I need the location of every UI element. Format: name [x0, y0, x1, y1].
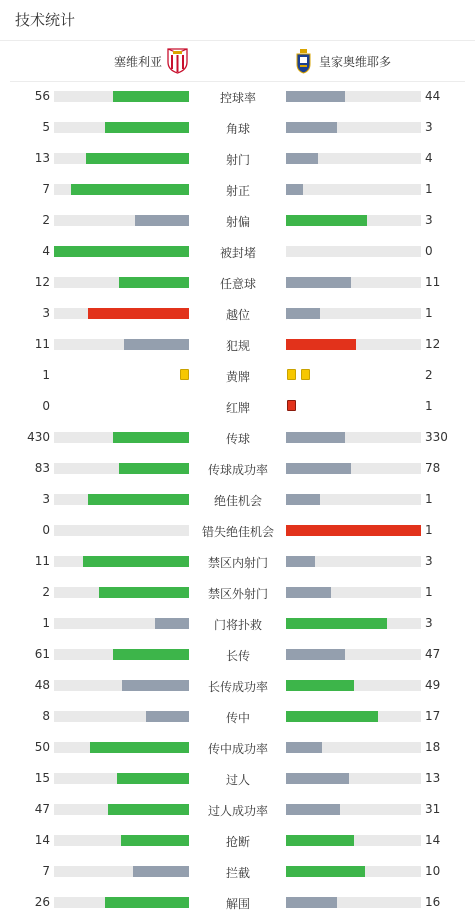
home-stat-value: 430	[27, 430, 50, 444]
home-stat-bar	[105, 897, 189, 908]
home-stat-bar	[88, 494, 189, 505]
home-stat-bar-track	[54, 494, 189, 505]
home-stat-value: 0	[42, 399, 50, 413]
stat-label: 角球	[225, 122, 250, 136]
stats-list	[0, 81, 475, 918]
home-stat-value: 56	[34, 89, 50, 103]
home-stat-value: 2	[42, 213, 50, 227]
home-stat-value: 14	[34, 833, 50, 847]
away-stat-bar-track	[286, 184, 421, 195]
page-title: 技术统计	[15, 11, 76, 29]
stat-row	[0, 267, 475, 298]
stat-label: 任意球	[219, 277, 256, 291]
stat-label: 解围	[225, 897, 250, 911]
away-stat-bar	[286, 525, 421, 536]
away-stat-bar-track	[286, 618, 421, 629]
home-stat-bar-track	[54, 153, 189, 164]
away-stat-bar	[286, 184, 303, 195]
home-stat-bar-track	[54, 587, 189, 598]
stat-label: 传球	[225, 432, 250, 446]
away-stat-bar-track	[286, 804, 421, 815]
home-stat-value: 2	[42, 585, 50, 599]
away-stat-bar	[286, 866, 365, 877]
stat-row	[0, 236, 475, 267]
home-stat-value: 13	[34, 151, 50, 165]
stat-row	[0, 639, 475, 670]
home-stat-value: 12	[34, 275, 50, 289]
away-stat-bar-track	[286, 339, 421, 350]
away-stat-bar-track	[286, 649, 421, 660]
home-stat-value: 50	[34, 740, 50, 754]
away-stat-bar-track	[286, 742, 421, 753]
away-stat-value: 49	[425, 678, 441, 692]
home-stat-bar	[99, 587, 189, 598]
away-stat-value: 17	[425, 709, 441, 723]
home-stat-bar-track	[54, 246, 189, 257]
home-stat-value: 11	[34, 337, 50, 351]
yellow-card-icon	[180, 369, 189, 380]
home-stat-bar	[121, 835, 189, 846]
home-stat-bar-track	[54, 897, 189, 908]
away-stat-value: 2	[425, 368, 433, 382]
away-team-name[interactable]: 皇家奥维耶多	[319, 55, 392, 69]
away-stat-value: 18	[425, 740, 441, 754]
away-stat-bar-track	[286, 711, 421, 722]
home-stat-bar-track	[54, 556, 189, 567]
stat-label: 长传	[225, 649, 250, 663]
home-stat-bar-track	[54, 215, 189, 226]
away-stat-bar	[286, 897, 337, 908]
stat-label: 控球率	[219, 91, 256, 105]
home-stat-bar-track	[54, 432, 189, 443]
away-stat-bar	[286, 339, 356, 350]
away-stat-bar-track	[286, 556, 421, 567]
away-stat-value: 1	[425, 399, 433, 413]
home-stat-bar	[54, 246, 189, 257]
home-stat-bar-track	[54, 122, 189, 133]
home-stat-bar	[113, 649, 189, 660]
stat-label: 错失绝佳机会	[201, 525, 274, 539]
stat-row	[0, 608, 475, 639]
home-stat-bar-track	[54, 804, 189, 815]
stat-row	[0, 856, 475, 887]
home-stat-bar-track	[54, 525, 189, 536]
home-stat-bar-track	[54, 339, 189, 350]
away-stat-value: 1	[425, 523, 433, 537]
home-stat-bar-track	[54, 184, 189, 195]
away-stat-value: 12	[425, 337, 441, 351]
away-stat-bar-track	[286, 91, 421, 102]
stat-label: 传中成功率	[207, 742, 268, 756]
stat-label: 长传成功率	[207, 680, 268, 694]
away-stat-value: 3	[425, 213, 433, 227]
home-stat-bar	[119, 463, 189, 474]
away-stat-bar	[286, 556, 315, 567]
home-stat-value: 15	[34, 771, 50, 785]
away-stat-bar	[286, 742, 322, 753]
home-stat-bar-track	[54, 742, 189, 753]
away-stat-value: 3	[425, 616, 433, 630]
away-stat-bar	[286, 835, 354, 846]
stat-label: 抢断	[225, 835, 250, 849]
away-stat-value: 78	[425, 461, 441, 475]
stat-label: 过人	[225, 773, 250, 787]
stat-row	[0, 298, 475, 329]
home-stat-bar	[133, 866, 189, 877]
stat-label: 传中	[225, 711, 250, 725]
stat-label: 射门	[225, 153, 250, 167]
away-stat-bar	[286, 587, 331, 598]
stat-row	[0, 763, 475, 794]
away-stat-value: 31	[425, 802, 441, 816]
stat-label: 红牌	[225, 401, 250, 415]
stat-label: 被封堵	[219, 246, 256, 260]
away-stat-bar	[286, 711, 378, 722]
away-stat-bar-track	[286, 215, 421, 226]
home-stat-bar	[86, 153, 189, 164]
home-stat-bar	[108, 804, 189, 815]
stat-row	[0, 174, 475, 205]
away-stat-value: 3	[425, 120, 433, 134]
home-stat-bar	[113, 91, 189, 102]
stat-row	[0, 143, 475, 174]
away-stat-bar-track	[286, 897, 421, 908]
away-stat-value: 10	[425, 864, 441, 878]
away-stat-bar	[286, 277, 351, 288]
away-stat-bar	[286, 308, 320, 319]
home-stat-value: 1	[42, 368, 50, 382]
away-stat-bar	[286, 91, 345, 102]
home-stat-value: 0	[42, 523, 50, 537]
away-stat-bar	[286, 494, 320, 505]
home-stat-value: 61	[34, 647, 50, 661]
stat-label: 传球成功率	[207, 463, 268, 477]
home-stat-value: 4	[42, 244, 50, 258]
away-stat-bar-track	[286, 680, 421, 691]
away-stat-bar-track	[286, 432, 421, 443]
away-stat-bar-track	[286, 835, 421, 846]
stat-row	[0, 360, 475, 391]
home-stat-bar-track	[54, 680, 189, 691]
home-stat-bar-track	[54, 835, 189, 846]
stat-label: 射正	[225, 184, 250, 198]
away-stat-bar	[286, 215, 367, 226]
home-stat-bar	[117, 773, 189, 784]
stat-label: 禁区内射门	[207, 556, 268, 570]
home-stat-value: 11	[34, 554, 50, 568]
away-stat-bar	[286, 122, 337, 133]
home-stat-bar	[90, 742, 189, 753]
away-stat-bar	[286, 680, 354, 691]
home-stat-value: 7	[42, 864, 50, 878]
home-stat-bar-track	[54, 618, 189, 629]
home-stat-bar-track	[54, 91, 189, 102]
away-stat-value: 16	[425, 895, 441, 909]
home-stat-bar	[113, 432, 189, 443]
away-stat-bar-track	[286, 525, 421, 536]
home-stat-bar	[122, 680, 189, 691]
away-stat-bar-track	[286, 308, 421, 319]
home-stat-value: 3	[42, 306, 50, 320]
home-team-name[interactable]: 塞维利亚	[113, 55, 162, 69]
stat-label: 禁区外射门	[207, 587, 268, 601]
home-stat-value: 7	[42, 182, 50, 196]
away-stat-bar	[286, 153, 318, 164]
home-stat-value: 47	[34, 802, 50, 816]
home-stat-bar-track	[54, 649, 189, 660]
away-stat-value: 3	[425, 554, 433, 568]
away-stat-bar-track	[286, 246, 421, 257]
away-stat-value: 13	[425, 771, 441, 785]
home-stat-value: 1	[42, 616, 50, 630]
away-stat-value: 1	[425, 306, 433, 320]
red-card-icon	[287, 400, 296, 411]
away-stat-value: 14	[425, 833, 441, 847]
home-stat-value: 3	[42, 492, 50, 506]
home-stat-value: 5	[42, 120, 50, 134]
away-stat-bar	[286, 618, 387, 629]
yellow-card-icon	[287, 369, 296, 380]
stat-row	[0, 887, 475, 918]
home-stat-value: 48	[34, 678, 50, 692]
stat-row	[0, 515, 475, 546]
stat-row	[0, 794, 475, 825]
away-stat-bar-track	[286, 494, 421, 505]
stat-row	[0, 329, 475, 360]
stat-row	[0, 112, 475, 143]
home-stat-bar-track	[54, 711, 189, 722]
away-stat-bar-track	[286, 153, 421, 164]
stat-row	[0, 732, 475, 763]
stat-row	[0, 825, 475, 856]
home-stat-bar	[83, 556, 189, 567]
home-stat-value: 8	[42, 709, 50, 723]
away-stat-value: 1	[425, 182, 433, 196]
sevilla-crest-icon[interactable]	[166, 48, 189, 74]
teams-header	[0, 41, 475, 81]
stat-label: 过人成功率	[207, 804, 268, 818]
home-stat-bar	[119, 277, 189, 288]
away-stat-bar	[286, 649, 345, 660]
stat-label: 越位	[225, 308, 250, 322]
away-stat-value: 0	[425, 244, 433, 258]
stat-row	[0, 577, 475, 608]
away-stat-value: 4	[425, 151, 433, 165]
home-stat-bar	[135, 215, 189, 226]
home-stat-bar-track	[54, 773, 189, 784]
away-stat-bar	[286, 463, 351, 474]
away-stat-bar-track	[286, 773, 421, 784]
yellow-card-icon	[301, 369, 310, 380]
home-stat-bar	[105, 122, 189, 133]
stat-row	[0, 391, 475, 422]
stat-label: 门将扑救	[213, 618, 262, 632]
stat-label: 绝佳机会	[213, 494, 262, 508]
home-stat-value: 83	[34, 461, 50, 475]
stat-row	[0, 453, 475, 484]
home-stat-value: 26	[34, 895, 50, 909]
home-stat-bar-track	[54, 277, 189, 288]
stat-label: 射偏	[225, 215, 250, 229]
stat-row	[0, 484, 475, 515]
away-stat-bar-track	[286, 122, 421, 133]
stat-row	[0, 422, 475, 453]
stat-row	[0, 205, 475, 236]
away-stat-bar	[286, 432, 345, 443]
away-stat-value: 44	[425, 89, 441, 103]
stat-row	[0, 81, 475, 112]
home-stat-bar-track	[54, 463, 189, 474]
home-stat-bar	[155, 618, 189, 629]
away-stat-value: 1	[425, 585, 433, 599]
away-stat-bar-track	[286, 587, 421, 598]
stat-row	[0, 670, 475, 701]
away-stat-value: 11	[425, 275, 441, 289]
home-stat-bar	[146, 711, 189, 722]
away-stat-value: 330	[425, 430, 448, 444]
home-stat-bar	[88, 308, 189, 319]
away-stat-bar	[286, 773, 349, 784]
stat-row	[0, 546, 475, 577]
away-stat-bar-track	[286, 866, 421, 877]
home-stat-bar-track	[54, 308, 189, 319]
away-stat-bar-track	[286, 463, 421, 474]
home-stat-bar	[71, 184, 189, 195]
stat-label: 黄牌	[225, 370, 250, 384]
home-stat-bar-track	[54, 866, 189, 877]
away-stat-bar-track	[286, 277, 421, 288]
home-stat-bar	[124, 339, 189, 350]
stat-label: 犯规	[225, 339, 250, 353]
away-stat-value: 47	[425, 647, 441, 661]
away-stat-value: 1	[425, 492, 433, 506]
away-stat-bar	[286, 804, 340, 815]
stat-label: 拦截	[225, 866, 250, 880]
stat-row	[0, 701, 475, 732]
real-oviedo-crest-icon[interactable]	[295, 48, 312, 74]
